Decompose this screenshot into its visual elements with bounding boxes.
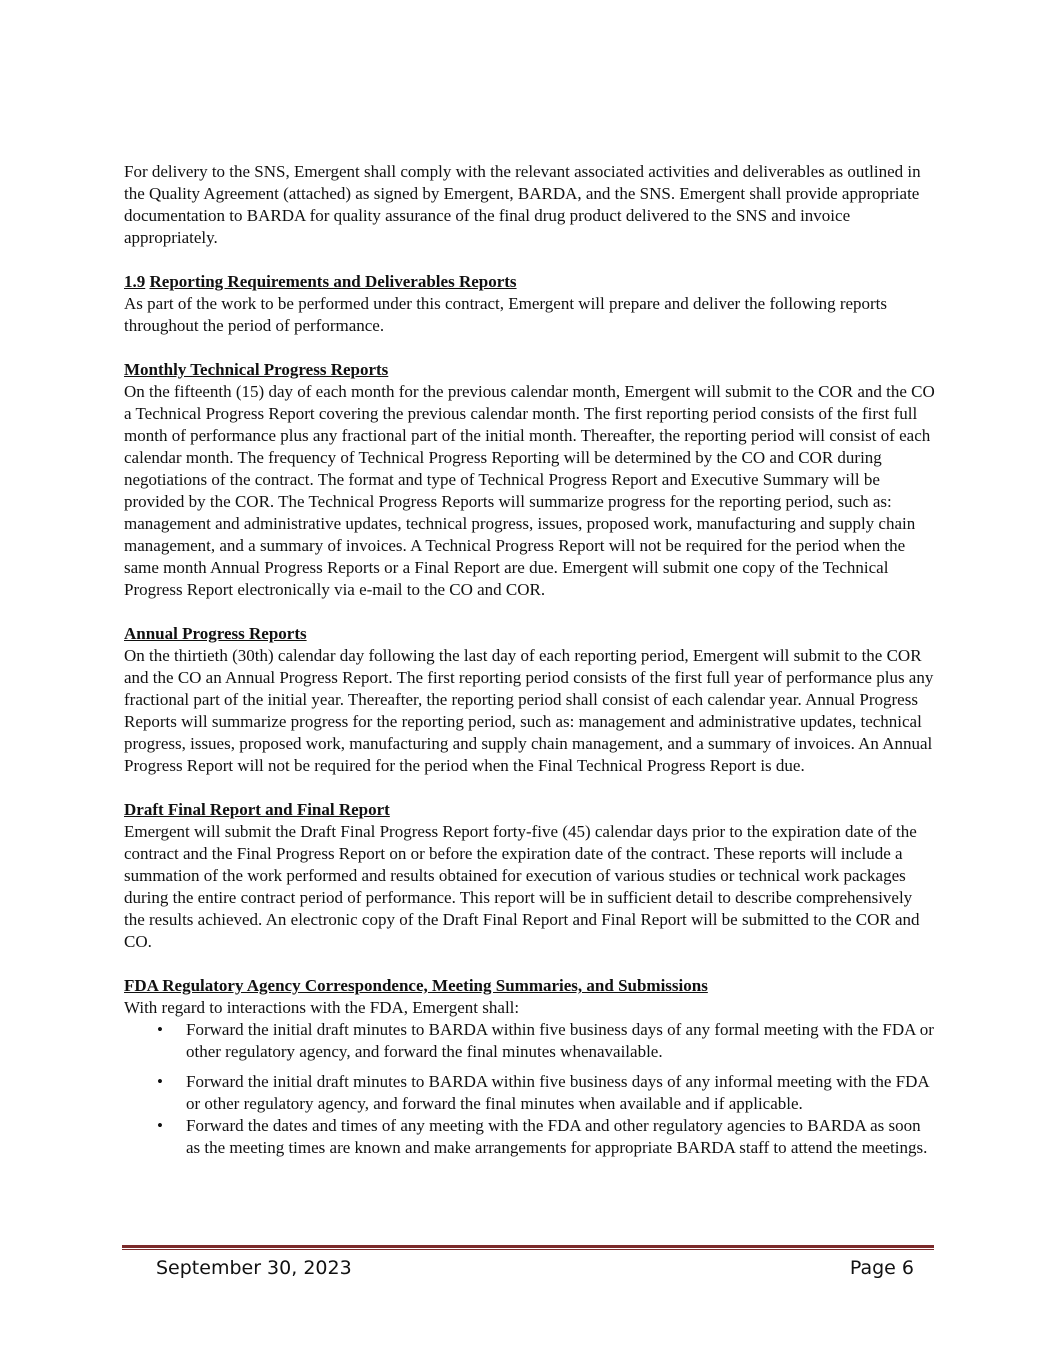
section-1-9-paragraph: As part of the work to be performed under this contract, Emergent will prepare and deliver the following reports throughout the period of performance.	[124, 294, 888, 335]
intro-paragraph: For delivery to the SNS, Emergent shall comply with the relevant associated activities and deliverables as outlined in the Quality Agreement (attached) as signed by Emergent, BARDA, and the SNS. Emergent shall provide appropriate documentation to BARDA for quality assurance of the final drug product delivered to the SNS and invoice appropriately.	[124, 162, 921, 247]
fda-intro: With regard to interactions with the FDA, Emergent shall:	[124, 998, 520, 1017]
annual-reports-paragraph: On the thirtieth (30th) calendar day following the last day of each reporting period, Emergent will submit to the COR and the CO an Annual Progress Report. The first reporting period consists of the first full year of performance plus any fractional part of the initial year. Thereafter, the reporting period shall consist of each calendar year. Annual Progress Reports will summarize progress for the reporting period, such as: management and administrative updates, technical progress, issues, proposed work, manufacturing and supply chain management, and a summary of invoices. An Annual Progress Report will not be required for the period when the Final Technical Progress Report is due.	[124, 646, 934, 775]
fda-bullet-list	[124, 1019, 936, 1159]
document-body	[124, 161, 936, 1159]
spacer	[124, 337, 936, 359]
section-title: Reporting Requirements and Deliverables Reports	[149, 272, 517, 291]
list-item	[124, 1115, 936, 1159]
bullet-text: Forward the initial draft minutes to BARDA within five business days of any informal meeting with the FDA or other regulatory agency, and forward the final minutes when available and if applicable.	[186, 1072, 929, 1113]
monthly-reports-heading: Monthly Technical Progress Reports	[124, 360, 389, 379]
list-item	[124, 1071, 936, 1115]
annual-reports-heading: Annual Progress Reports	[124, 624, 307, 643]
final-report-heading: Draft Final Report and Final Report	[124, 800, 390, 819]
list-item	[124, 1019, 936, 1063]
spacer	[124, 777, 936, 799]
bullet-icon: •	[157, 1020, 163, 1039]
bullet-icon: •	[157, 1116, 163, 1135]
bullet-icon: •	[157, 1072, 163, 1091]
spacer	[124, 601, 936, 623]
final-report-paragraph: Emergent will submit the Draft Final Progress Report forty-five (45) calendar days prior to the expiration date of the contract and the Final Progress Report on or before the expiration date of the contract. These reports will include a summation of the work performed and results obtained for execution of various studies or technical work packages during the entire contract period of performance. This report will be in sufficient detail to describe comprehensively the results achieved. An electronic copy of the Draft Final Report and Final Report will be submitted to the COR and CO.	[124, 822, 920, 951]
page-number: Page 6	[849, 1257, 914, 1279]
footer-rule	[122, 1245, 934, 1250]
bullet-text: Forward the initial draft minutes to BARDA within five business days of any formal meeting with the FDA or other regulatory agency, and forward the final minutes whenavailable.	[186, 1020, 934, 1061]
bullet-text: Forward the dates and times of any meeting with the FDA and other regulatory agencies to BARDA as soon as the meeting times are known and make arrangements for appropriate BARDA staff to attend the meetings.	[186, 1116, 928, 1157]
spacer	[124, 953, 936, 975]
section-number: 1.9	[124, 272, 146, 291]
fda-heading: FDA Regulatory Agency Correspondence, Meeting Summaries, and Submissions	[124, 976, 708, 995]
monthly-reports-paragraph: On the fifteenth (15) day of each month for the previous calendar month, Emergent will submit to the COR and the CO a Technical Progress Report covering the previous calendar month. The first reporting period consists of the first full month of performance plus any fractional part of the initial month. Thereafter, the reporting period will consist of each calendar month. The frequency of Technical Progress Reporting will be determined by the CO and COR during negotiations of the contract. The format and type of Technical Progress Report and Executive Summary will be provided by the COR. The Technical Progress Reports will summarize progress for the reporting period, such as: management and administrative updates, technical progress, issues, proposed work, manufacturing and supply chain management, and a summary of invoices. A Technical Progress Report will not be required for the period when the same month Annual Progress Reports or a Final Report are due. Emergent will submit one copy of the Technical Progress Report electronically via e-mail to the CO and COR.	[124, 382, 935, 599]
footer-date: September 30, 2023	[156, 1257, 352, 1279]
section-1-9-heading	[124, 271, 936, 293]
spacer	[124, 249, 936, 271]
